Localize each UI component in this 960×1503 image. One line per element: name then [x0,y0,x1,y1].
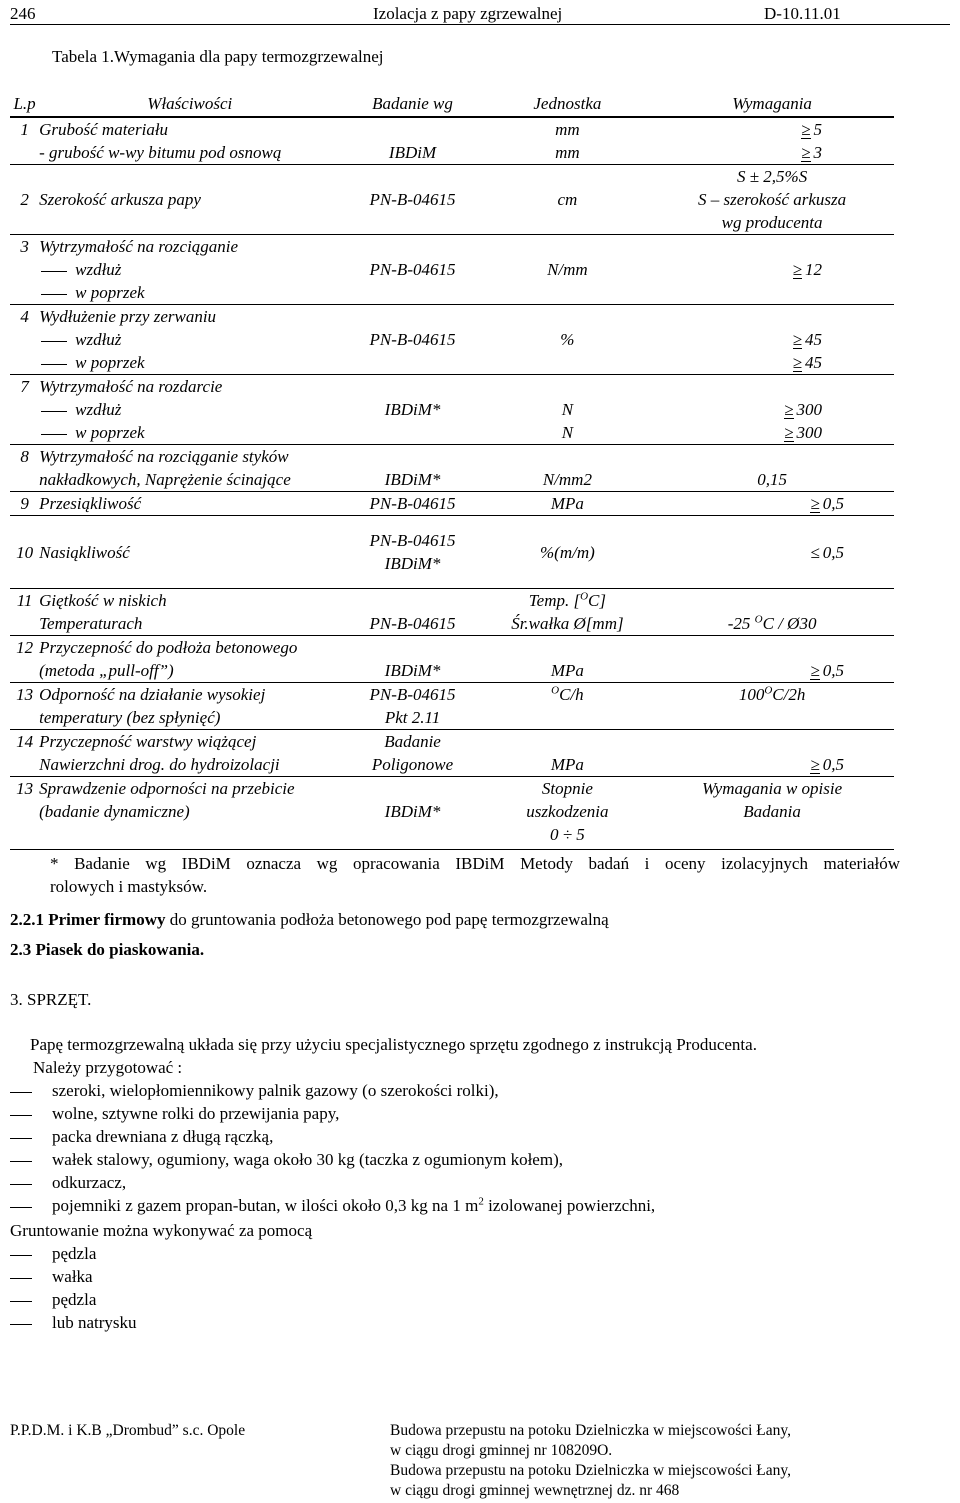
method-cell: IBDiM [340,117,484,165]
requirement-text: ≥ 12 [793,260,822,279]
property-cell [39,235,340,305]
list-item [10,1194,655,1217]
header-rule [10,24,950,25]
requirement-text: ≥ 0,5 [810,494,844,513]
list-item-text: wałka [52,1267,93,1286]
property-cell [39,445,340,492]
property-text: wzdłuż [75,330,122,349]
unit-cell: MPa [485,636,651,683]
dash-mark [10,1324,32,1325]
degree-mark: O [754,613,763,626]
property-text: Szerokość arkusza papy [39,165,340,235]
requirement-cell [650,683,894,730]
row-number: 11 [10,589,39,636]
method-cell: PN-B-04615 [340,165,484,235]
unit-cell: % [485,305,651,375]
list-item [10,1125,655,1148]
property-text: wzdłuż [75,400,122,419]
requirement-text: ≥ 0,5 [810,755,844,774]
row-number: 13 [10,683,39,730]
property-cell [39,117,340,165]
row-number: 13 [10,777,39,850]
property-text: Giętkość w niskich [39,591,167,610]
requirement-text: S – szerokość arkusza [698,190,847,209]
equipment-paragraph: Papę termozgrzewalną układa się przy użyciu specjalistycznego sprzętu zgodnego z instrukcją Producenta. [30,1035,757,1054]
requirement-cell [650,492,894,516]
unit-cell: cm [485,165,651,235]
header-unit: Jednostka [533,94,602,113]
unit-cell: MPa [485,730,651,777]
requirement-cell [650,730,894,777]
table-row [10,589,894,636]
list-item [10,1288,137,1311]
requirement-text: ≥ 5 [650,118,822,141]
method-text: IBDiM* [384,802,441,821]
requirement-text: Badania [743,802,801,821]
priming-tools-list [10,1242,137,1334]
dash-mark [10,1255,32,1256]
row-number: 8 [10,445,39,492]
requirement-text: S ± 2,5%S [736,167,808,186]
unit-text: uszkodzenia [526,802,609,821]
property-text: (badanie dynamiczne) [39,802,190,821]
requirement-cell [650,375,894,445]
page-number: 246 [10,4,36,23]
requirement-cell [650,636,894,683]
requirement-text: ≥ 0,5 [810,661,844,680]
row-number: 2 [10,165,39,235]
method-cell: PN-B-04615 [340,589,484,636]
table-row [10,117,894,165]
list-item-text: szeroki, wielopłomiennikowy palnik gazowy (o szerokości rolki), [52,1081,499,1100]
unit-text: C/h [559,685,584,704]
property-text: temperatury (bez spłynięć) [39,708,221,727]
list-item-text: packa drewniana z długą rączką, [52,1127,274,1146]
requirement-text: ≥ 300 [650,398,822,421]
table-footnote [50,852,900,898]
unit-cell [485,683,651,730]
section-2-2-1 [10,908,609,931]
method-text: IBDiM* [384,400,441,419]
unit-text: 0 ÷ 5 [549,825,585,844]
prepare-intro: Należy przygotować : [33,1058,183,1077]
table-row [10,235,894,305]
property-text: Sprawdzenie odporności na przebicie [39,779,295,798]
dash-mark [10,1184,32,1185]
requirement-cell [650,117,894,165]
method-text: Pkt 2.11 [384,708,441,727]
list-item-text: lub natrysku [52,1313,137,1332]
unit-cell: N/mm2 [485,445,651,492]
priming-intro: Gruntowanie można wykonywać za pomocą [10,1221,313,1240]
property-cell [39,375,340,445]
footer-line: w ciągu drogi gminnej nr 108209O. [390,1442,613,1459]
footer-company: P.P.D.M. i K.B „Drombud” s.c. Opole [10,1422,246,1439]
list-item [10,1311,137,1334]
property-text: Wytrzymałość na rozdarcie [39,377,223,396]
degree-mark: O [764,684,773,697]
property-text: w poprzek [75,423,145,442]
header-lp: L.p [13,94,36,113]
property-cell [39,683,340,730]
property-text: nakładkowych, Naprężenie ścinające [39,470,291,489]
degree-mark: O [551,684,560,697]
table-row [10,683,894,730]
list-item [10,1265,137,1288]
property-text: Wytrzymałość na rozciąganie [39,237,239,256]
unit-text: mm [555,120,580,139]
property-cell [39,305,340,375]
dash-mark [10,1301,32,1302]
table-row [10,375,894,445]
method-text: Badanie [384,732,441,751]
requirement-text: ≥ 45 [650,328,822,351]
list-item-text: pojemniki z gazem propan-butan, w ilości około 0,3 kg na 1 m [52,1196,479,1215]
unit-text: N [561,423,574,442]
footer-line: w ciągu drogi gminnej wewnętrznej dz. nr 468 [390,1482,680,1499]
property-cell [39,730,340,777]
requirement-cell [650,777,894,850]
dash-mark [41,294,67,295]
footnote-line: rolowych i mastyksów. [50,877,208,896]
method-cell [340,516,484,589]
method-cell [340,375,484,445]
unit-text: C] [588,591,607,610]
row-number: 12 [10,636,39,683]
requirement-text: ≥ 3 [650,141,822,164]
requirement-cell [650,305,894,375]
list-item [10,1079,655,1102]
property-text: Nasiąkliwość [39,516,340,589]
unit-cell [485,117,651,165]
unit-text: Śr.wałka Ø[mm] [511,614,624,633]
section-2-3: 2.3 Piasek do piaskowania. [10,940,205,959]
table-row [10,492,894,516]
superscript: 2 [478,1195,484,1208]
property-text: (metoda „pull-off”) [39,661,174,680]
requirement-text: Wymagania w opisie [702,779,843,798]
requirement-cell [650,235,894,305]
footnote-line: * Badanie wg IBDiM oznacza wg opracowania IBDiM Metody badań i oceny izolacyjnych materiałów [50,854,900,873]
table-header-row [10,92,894,117]
row-number: 3 [10,235,39,305]
list-item-text: wolne, sztywne rolki do przewijania papy, [52,1104,340,1123]
dash-mark [41,271,67,272]
header-properties: Właściwości [147,94,233,113]
property-text: w poprzek [75,353,145,372]
table-row [10,730,894,777]
property-text: Wydłużenie przy zerwaniu [39,307,217,326]
table-row [10,636,894,683]
property-text: Wytrzymałość na rozciąganie styków [39,447,289,466]
dash-mark [41,341,67,342]
table-row [10,305,894,375]
requirement-text: -25 [727,614,751,633]
method-cell: IBDiM* [340,636,484,683]
property-text: w poprzek [75,283,145,302]
property-text: Temperaturach [39,614,143,633]
row-number: 4 [10,305,39,375]
dash-mark [10,1161,32,1162]
row-number: 14 [10,730,39,777]
table-row [10,777,894,850]
list-item [10,1242,137,1265]
list-item [10,1171,655,1194]
unit-text: Temp. [ [528,591,581,610]
table-caption: Tabela 1.Wymagania dla papy termozgrzewalnej [52,47,384,66]
section-text: do gruntowania podłoża betonowego pod papę termozgrzewalną [165,910,609,929]
dash-mark [41,434,67,435]
running-title: Izolacja z papy zgrzewalnej [373,4,563,23]
list-item-text: wałek stalowy, ogumiony, waga około 30 kg (taczka z ogumionym kołem), [52,1150,563,1169]
method-cell [340,730,484,777]
requirement-text: wg producenta [721,213,823,232]
footer-line: Budowa przepustu na potoku Dzielniczka w miejscowości Łany, [390,1462,792,1479]
method-text: PN-B-04615 [369,685,456,704]
equipment-list [10,1079,655,1217]
property-text: wzdłuż [75,260,122,279]
dash-mark [10,1207,32,1208]
requirement-text: ≤ 0,5 [810,543,844,562]
property-text: Nawierzchni drog. do hydroizolacji [39,755,280,774]
method-cell [340,777,484,850]
header-test-method: Badanie wg [372,94,453,113]
method-cell: PN-B-04615 [340,305,484,375]
property-text: Odporność na działanie wysokiej [39,685,266,704]
table-row [10,165,894,235]
method-cell: PN-B-04615 [340,235,484,305]
header-requirements: Wymagania [732,94,812,113]
list-item [10,1102,655,1125]
unit-cell: N/mm [485,235,651,305]
list-item-text: izolowanej powierzchni, [483,1196,656,1215]
requirement-text: ≥ 300 [650,421,822,444]
property-text: Przyczepność warstwy wiążącej [39,732,257,751]
list-item-text: pędzla [52,1290,97,1309]
table-row [10,445,894,492]
method-cell: IBDiM* [340,445,484,492]
list-item-text: odkurzacz, [52,1173,127,1192]
unit-cell [485,375,651,445]
unit-text: N [561,400,574,419]
list-item-text: pędzla [52,1244,97,1263]
dash-mark [10,1115,32,1116]
method-cell [340,683,484,730]
unit-cell [485,589,651,636]
list-item [10,1148,655,1171]
dash-mark [10,1278,32,1279]
property-cell [39,777,340,850]
requirement-text: ≥ 45 [650,351,822,374]
property-cell [39,636,340,683]
footer-line: Budowa przepustu na potoku Dzielniczka w miejscowości Łany, [390,1422,792,1439]
row-number: 10 [10,516,39,589]
dash-mark [10,1138,32,1139]
unit-cell [485,777,651,850]
degree-mark: O [580,590,589,603]
table-row [10,516,894,589]
method-text: PN-B-04615 [369,531,456,550]
row-number: 1 [10,117,39,165]
requirement-cell [650,516,894,589]
row-number: 9 [10,492,39,516]
footer-project [390,1421,791,1501]
property-text: - grubość w-wy bitumu pod osnową [39,143,282,162]
document-code: D-10.11.01 [764,4,841,23]
property-text: Przyczepność do podłoża betonowego [39,638,298,657]
unit-cell: MPa [485,492,651,516]
requirement-cell: 0,15 [650,445,894,492]
dash-mark [41,364,67,365]
requirement-text: C / Ø30 [762,614,817,633]
method-text: Poligonowe [371,755,454,774]
requirement-text: 100 [738,685,765,704]
section-3-heading: 3. SPRZĘT. [10,990,92,1009]
unit-text: Stopnie [541,779,593,798]
property-text: Grubość materiału [39,120,169,139]
method-cell: PN-B-04615 [340,492,484,516]
requirement-cell [650,589,894,636]
requirement-cell [650,165,894,235]
property-cell [39,589,340,636]
unit-cell: %(m/m) [485,516,651,589]
dash-mark [41,411,67,412]
requirements-table [10,92,894,850]
section-heading: 2.2.1 Primer firmowy [10,910,166,929]
unit-text: mm [555,143,580,162]
row-number: 7 [10,375,39,445]
method-text: IBDiM* [384,554,441,573]
property-text: Przesiąkliwość [39,492,340,516]
requirement-text: C/2h [772,685,806,704]
dash-mark [10,1092,32,1093]
